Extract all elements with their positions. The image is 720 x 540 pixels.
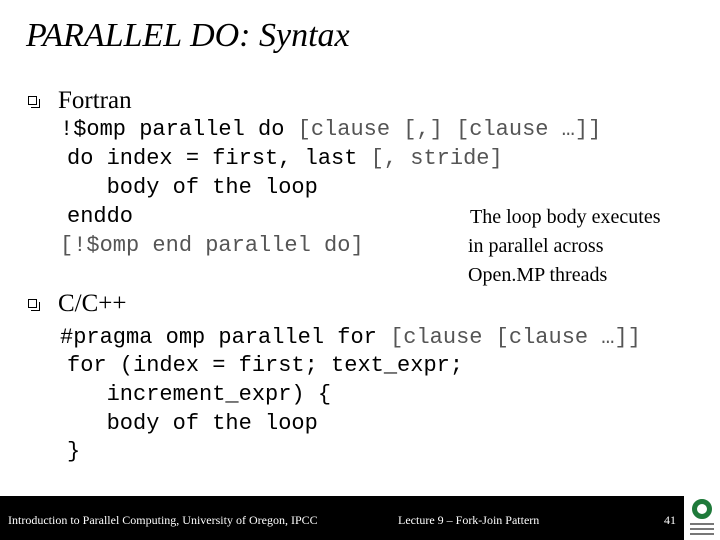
code-text: }: [67, 439, 81, 464]
code-text: !$omp parallel do: [60, 117, 298, 142]
note-line: Open.MP threads: [468, 264, 608, 286]
code-text: enddo: [67, 204, 134, 229]
fortran-line-4: [67, 203, 133, 231]
slide-title: PARALLEL DO: Syntax: [26, 17, 350, 54]
fortran-line-5: [60, 232, 364, 260]
bullet-icon: [28, 96, 37, 105]
note-line: The loop body executes: [470, 206, 661, 228]
page-number: 41: [664, 513, 676, 527]
code-text: do index = first, last: [67, 146, 371, 171]
slide-footer: [0, 496, 684, 540]
fortran-label: Fortran: [58, 87, 132, 114]
footer-lecture: Lecture 9 – Fork-Join Pattern: [398, 513, 540, 527]
code-clause: [clause [clause …]]: [390, 325, 641, 350]
cpp-line-5: [67, 438, 80, 466]
fortran-line-2: [67, 145, 503, 173]
code-clause: [!$omp end parallel do]: [60, 233, 364, 258]
university-of-oregon-logo-icon: [684, 496, 720, 540]
code-text: #pragma omp parallel for: [60, 325, 391, 350]
cpp-label: C/C++: [58, 290, 127, 317]
code-clause: [, stride]: [370, 146, 503, 171]
code-text: increment_expr) {: [67, 382, 332, 407]
note-line: in parallel across: [468, 235, 604, 257]
logo-o-icon: [692, 499, 712, 519]
loop-body-note: [468, 203, 659, 290]
logo-wordmark-icon: [690, 523, 714, 538]
code-text: body of the loop: [67, 175, 318, 200]
bullet-icon: [28, 299, 37, 308]
code-text: body of the loop: [67, 411, 318, 436]
code-text: for (index = first; text_expr;: [67, 353, 464, 378]
cpp-line-1: [60, 324, 641, 352]
fortran-line-3: [67, 174, 318, 202]
cpp-line-4: [67, 410, 318, 438]
footer-course: Introduction to Parallel Computing, University of Oregon, IPCC: [8, 513, 318, 527]
cpp-line-2: [67, 352, 463, 380]
code-clause: [clause [,] [clause …]]: [297, 117, 602, 142]
fortran-line-1: [60, 116, 601, 144]
cpp-line-3: [67, 381, 331, 409]
